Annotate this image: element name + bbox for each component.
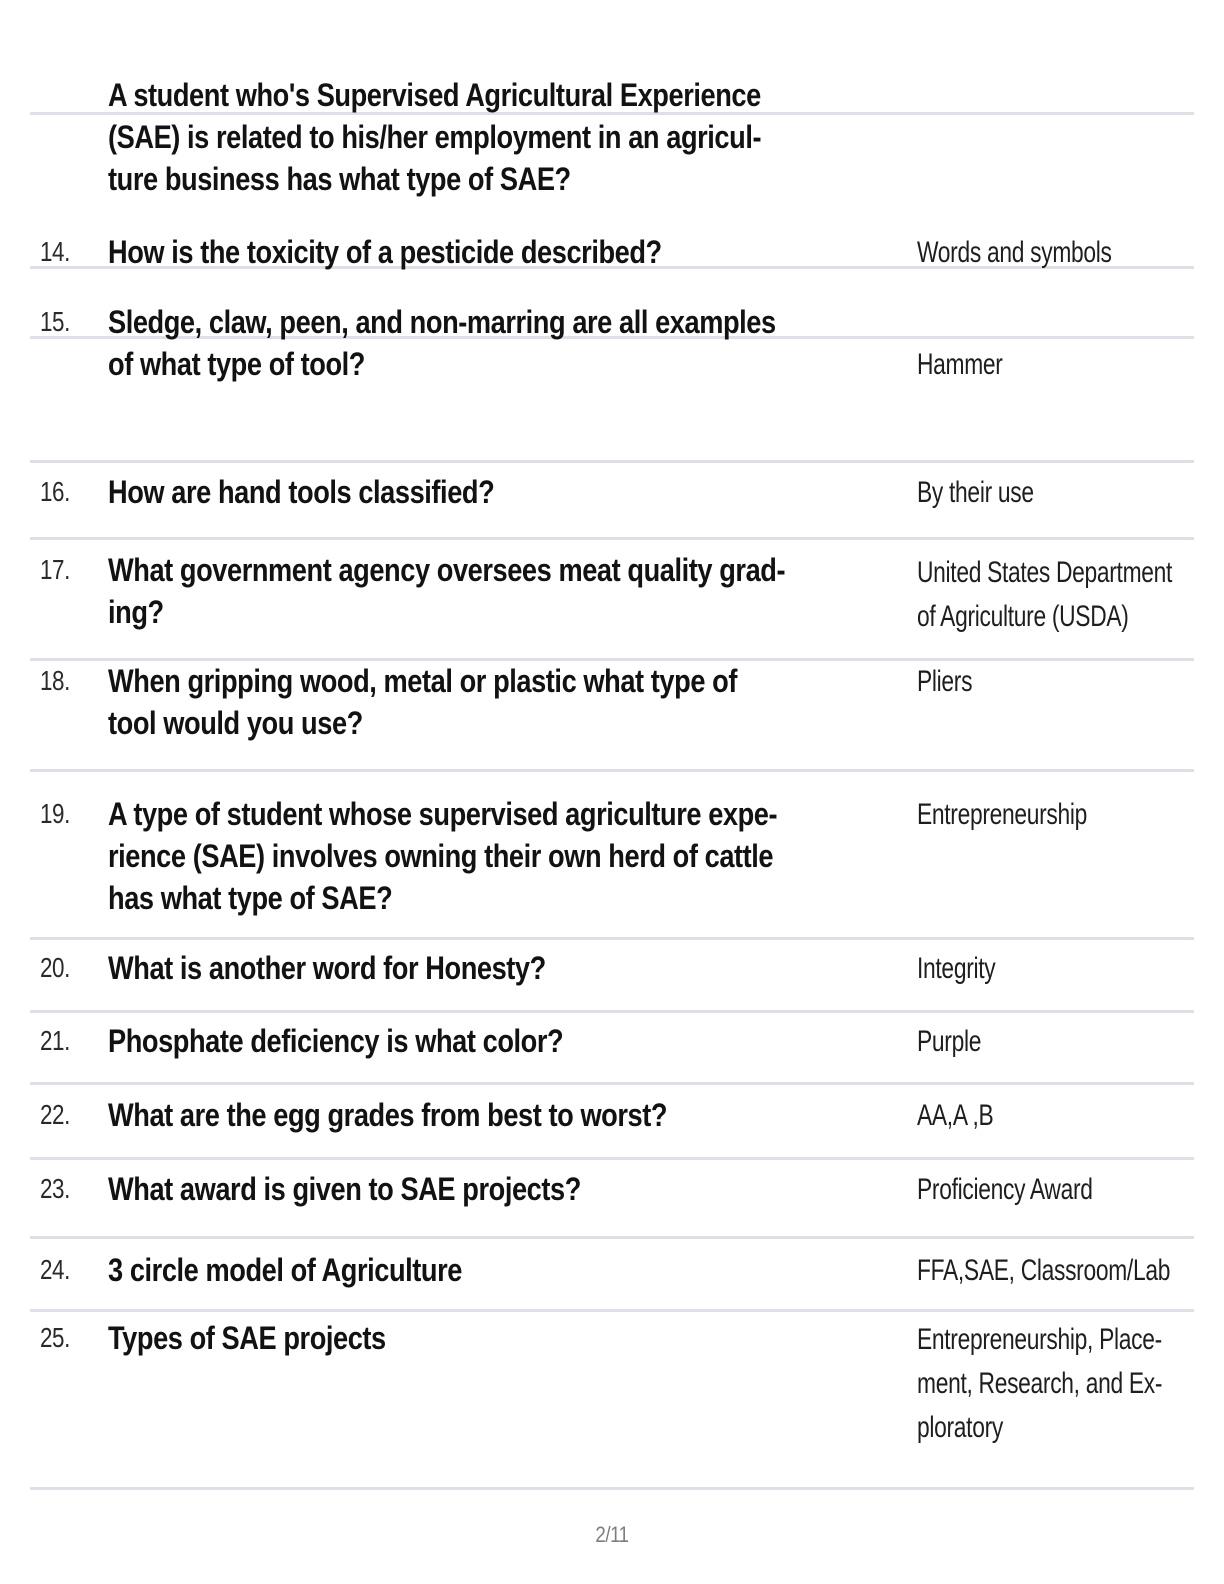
question-text	[108, 471, 494, 513]
answer-line: Entrepreneurship, Place-	[917, 1323, 1162, 1356]
question-line: How is the toxicity of a pesticide described?	[108, 234, 662, 270]
answer-line: United States Department	[917, 556, 1173, 589]
question-number: 18.	[40, 665, 70, 696]
question-text	[108, 301, 776, 385]
answer-line: Hammer	[917, 348, 1003, 381]
question-number: 20.	[40, 952, 70, 983]
question-text	[108, 660, 737, 744]
question-line: How are hand tools classified?	[108, 474, 495, 510]
question-text	[108, 1020, 563, 1062]
question-line: ing?	[108, 594, 164, 630]
row-divider	[30, 1157, 1194, 1160]
answer-line: Words and symbols	[917, 236, 1112, 269]
answer-line: Entrepreneurship	[917, 798, 1088, 831]
question-line: 3 circle model of Agriculture	[108, 1252, 462, 1288]
question-number: 15.	[40, 306, 70, 337]
question-text	[108, 793, 777, 919]
question-line: of what type of tool?	[108, 346, 365, 382]
answer-text	[917, 1249, 1170, 1293]
question-line: What award is given to SAE projects?	[108, 1171, 581, 1207]
row-divider	[30, 1082, 1194, 1085]
row-divider	[30, 537, 1194, 540]
question-number: 14.	[40, 236, 70, 267]
answer-text	[917, 660, 972, 704]
question-line: What are the egg grades from best to worst?	[108, 1097, 668, 1133]
question-number: 23.	[40, 1173, 70, 1204]
row-divider	[30, 769, 1194, 772]
answer-line: FFA,SAE, Classroom/Lab	[917, 1254, 1171, 1287]
row-divider	[30, 1309, 1194, 1312]
answer-line: ploratory	[917, 1411, 1003, 1444]
answer-text	[917, 947, 995, 991]
answer-text	[917, 471, 1034, 515]
question-text	[108, 947, 546, 989]
question-text	[108, 1249, 462, 1291]
question-number: 24.	[40, 1254, 70, 1285]
question-number: 16.	[40, 476, 70, 507]
row-divider	[30, 1236, 1194, 1239]
page-number: 2/11	[595, 1522, 629, 1547]
answer-line: Pliers	[917, 665, 973, 698]
row-divider	[30, 1487, 1194, 1490]
question-text	[108, 1094, 667, 1136]
question-text	[108, 74, 761, 200]
question-line: A type of student whose supervised agriculture expe-	[108, 796, 778, 832]
answer-line: of Agriculture (USDA)	[917, 600, 1129, 633]
answer-line: Proficiency Award	[917, 1173, 1093, 1206]
answer-text	[917, 1094, 993, 1138]
answer-text	[917, 231, 1112, 275]
answer-text	[917, 343, 1003, 387]
row-divider	[30, 460, 1194, 463]
answer-line: AA,A ,B	[917, 1099, 994, 1132]
question-number: 19.	[40, 798, 70, 829]
question-number: 21.	[40, 1025, 70, 1056]
answer-line: By their use	[917, 476, 1034, 509]
question-line: rience (SAE) involves owning their own herd of cattle	[108, 838, 774, 874]
answer-line: Purple	[917, 1025, 982, 1058]
answer-text	[917, 793, 1087, 837]
question-line: has what type of SAE?	[108, 880, 393, 916]
question-line: Phosphate deficiency is what color?	[108, 1023, 564, 1059]
row-divider	[30, 937, 1194, 940]
answer-text	[917, 551, 1172, 639]
question-text	[108, 1168, 581, 1210]
question-number: 22.	[40, 1099, 70, 1130]
answer-line: ment, Research, and Ex-	[917, 1367, 1163, 1400]
answer-text	[917, 1020, 981, 1064]
question-text	[108, 1317, 386, 1359]
question-line: A student who's Supervised Agricultural Experience	[108, 77, 761, 113]
question-line: What is another word for Honesty?	[108, 950, 546, 986]
answer-text	[917, 1168, 1093, 1212]
question-line: When gripping wood, metal or plastic what type of	[108, 663, 737, 699]
question-line: (SAE) is related to his/her employment in an agricul-	[108, 119, 762, 155]
row-divider	[30, 1010, 1194, 1013]
question-text	[108, 231, 662, 273]
question-line: tool would you use?	[108, 705, 363, 741]
question-line: Sledge, claw, peen, and non-marring are all examples	[108, 304, 776, 340]
question-line: What government agency oversees meat quality grad-	[108, 552, 786, 588]
question-number: 17.	[40, 554, 70, 585]
question-number: 25.	[40, 1322, 70, 1353]
answer-text	[917, 1318, 1162, 1450]
question-line: Types of SAE projects	[108, 1320, 386, 1356]
question-text	[108, 549, 785, 633]
question-line: ture business has what type of SAE?	[108, 161, 571, 197]
answer-line: Integrity	[917, 952, 996, 985]
